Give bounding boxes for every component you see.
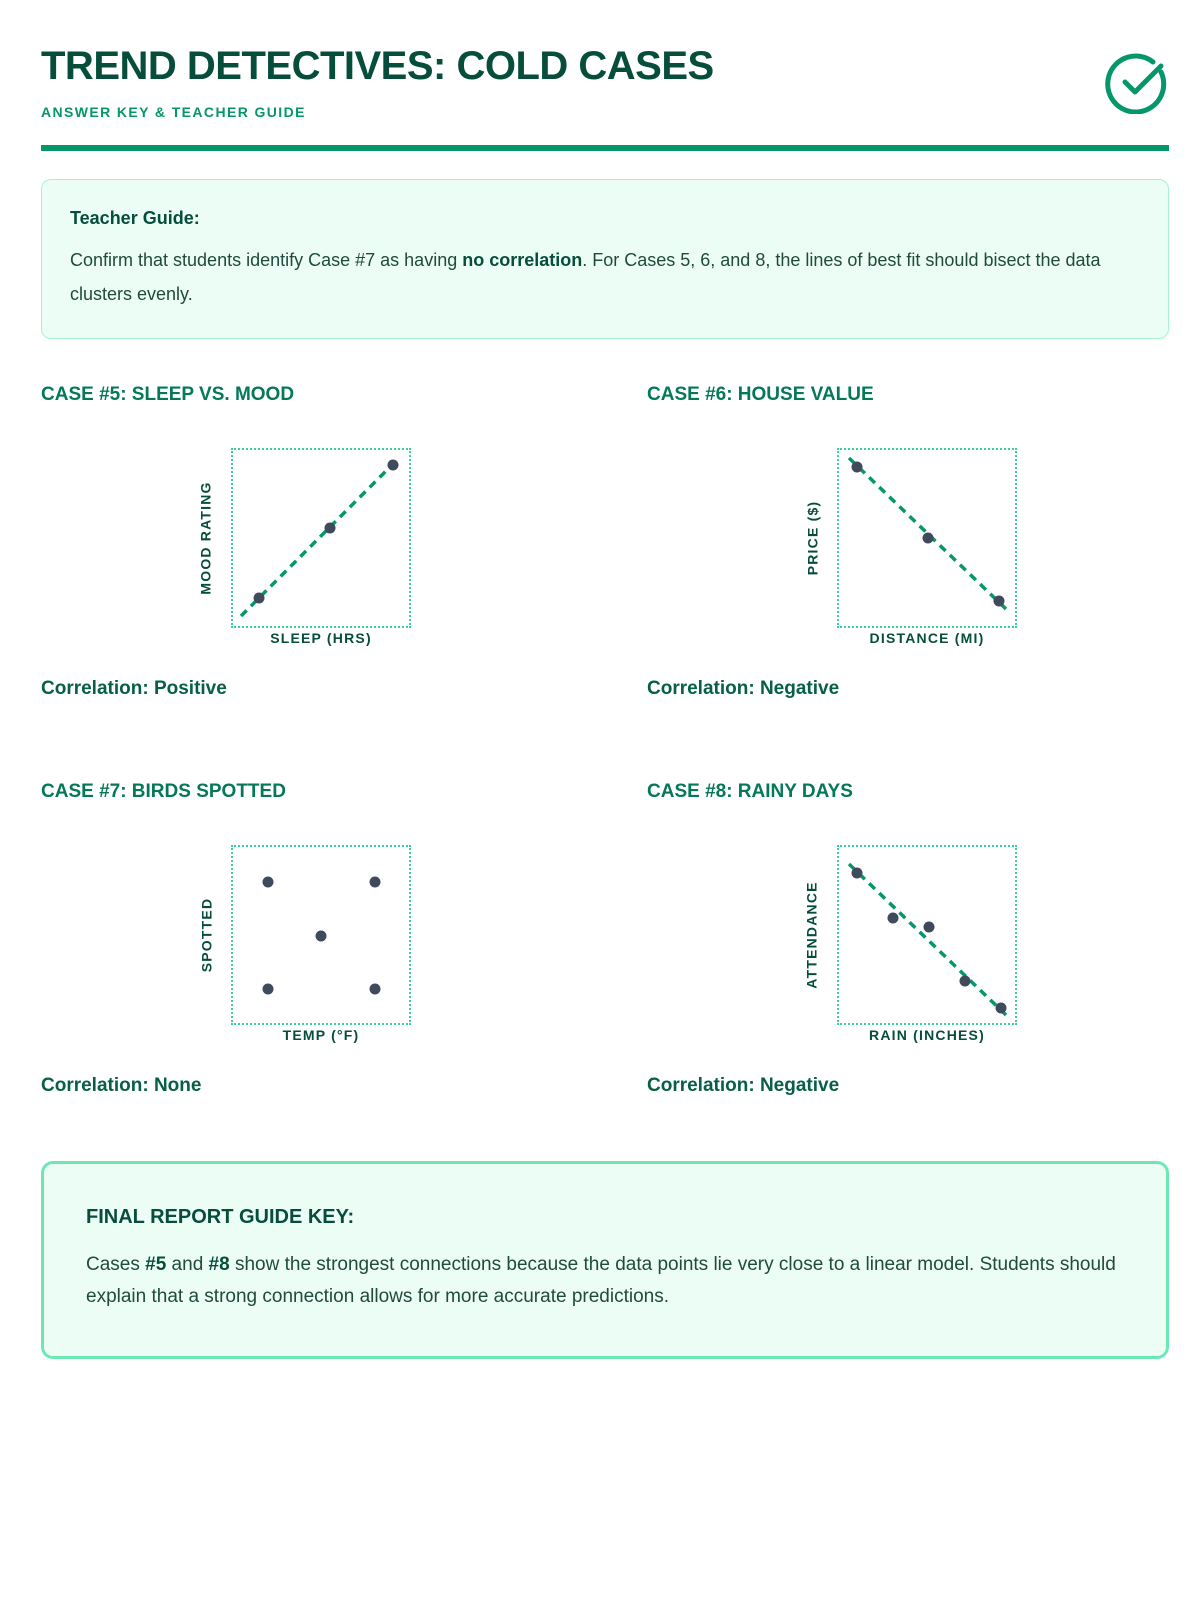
- header-divider: [41, 145, 1169, 151]
- scatter-plot: [837, 448, 1017, 628]
- scatter-plot: [231, 845, 411, 1025]
- data-point: [388, 460, 399, 471]
- page-subtitle: ANSWER KEY & TEACHER GUIDE: [41, 104, 306, 120]
- data-point: [852, 462, 863, 473]
- final-text-part: Cases: [86, 1254, 146, 1275]
- case-8: [647, 781, 1200, 1141]
- x-axis-label: RAIN (INCHES): [869, 1027, 985, 1043]
- correlation-answer: Correlation: Negative: [647, 678, 840, 699]
- page-title: TREND DETECTIVES: COLD CASES: [41, 44, 714, 88]
- scatter-plot: [231, 448, 411, 628]
- header: [41, 0, 1169, 153]
- data-point: [263, 984, 274, 995]
- teacher-guide-text: [70, 243, 1140, 311]
- data-point: [960, 976, 971, 987]
- x-axis-label: TEMP (°F): [282, 1027, 360, 1043]
- data-point: [924, 922, 935, 933]
- y-axis-label-text: MOOD RATING: [198, 481, 215, 595]
- x-axis-label: SLEEP (HRS): [270, 630, 372, 646]
- case-title: CASE #6: HOUSE VALUE: [647, 384, 874, 405]
- data-point: [316, 931, 327, 942]
- guide-text-part: . For Cases 5, 6, and 8, the lines of best fit should bisect the data clusters evenly.: [70, 250, 1101, 304]
- guide-text-emphasis: no correlation: [462, 250, 583, 270]
- data-point: [325, 523, 336, 534]
- answer-key-page: [41, 0, 1169, 1307]
- scatter-plot-svg: [839, 847, 1014, 1022]
- final-text-emphasis: #5: [145, 1254, 167, 1275]
- case-title: CASE #8: RAINY DAYS: [647, 781, 853, 802]
- data-point: [254, 593, 265, 604]
- x-axis-label: DISTANCE (MI): [869, 630, 985, 646]
- data-point: [263, 877, 274, 888]
- data-point: [370, 877, 381, 888]
- final-report-title: FINAL REPORT GUIDE KEY:: [86, 1206, 355, 1228]
- trend-line: [241, 464, 393, 616]
- data-point: [888, 913, 899, 924]
- scatter-plot-svg: [839, 450, 1014, 625]
- final-report-box: [41, 1161, 1169, 1359]
- correlation-answer: Correlation: Negative: [647, 1075, 840, 1096]
- correlation-answer: Correlation: Positive: [41, 678, 227, 699]
- data-point: [370, 984, 381, 995]
- y-axis-label-text: ATTENDANCE: [804, 881, 820, 989]
- final-text-part: show the strongest connections because the data points lie very close to a linear model. Students should explain that a strong connection allows for more accurate predictions.: [86, 1254, 1116, 1307]
- final-report-text: [86, 1249, 1124, 1313]
- y-axis-label: [191, 845, 221, 1025]
- y-axis-label: [191, 448, 221, 628]
- correlation-answer: Correlation: None: [41, 1075, 202, 1096]
- y-axis-label: [797, 845, 827, 1025]
- y-axis-label-text: PRICE ($): [804, 500, 820, 576]
- final-text-part: and: [166, 1254, 209, 1275]
- scatter-plot-svg: [233, 847, 408, 1022]
- scatter-plot: [837, 845, 1017, 1025]
- check-circle-icon: [1105, 50, 1169, 114]
- y-axis-label: [797, 448, 827, 628]
- trend-line: [849, 864, 1006, 1015]
- y-axis-label-text: SPOTTED: [198, 897, 214, 973]
- case-title: CASE #5: SLEEP VS. MOOD: [41, 384, 295, 405]
- teacher-guide-box: [41, 179, 1169, 339]
- case-title: CASE #7: BIRDS SPOTTED: [41, 781, 286, 802]
- teacher-guide-title: Teacher Guide:: [70, 208, 200, 228]
- data-point: [994, 596, 1005, 607]
- case-5: [41, 384, 601, 744]
- final-text-emphasis: #8: [208, 1254, 230, 1275]
- case-6: [647, 384, 1200, 744]
- case-7: [41, 781, 601, 1141]
- data-point: [923, 533, 934, 544]
- guide-text-part: Confirm that students identify Case #7 as having: [70, 250, 463, 270]
- data-point: [852, 868, 863, 879]
- scatter-plot-svg: [233, 450, 408, 625]
- data-point: [996, 1003, 1007, 1014]
